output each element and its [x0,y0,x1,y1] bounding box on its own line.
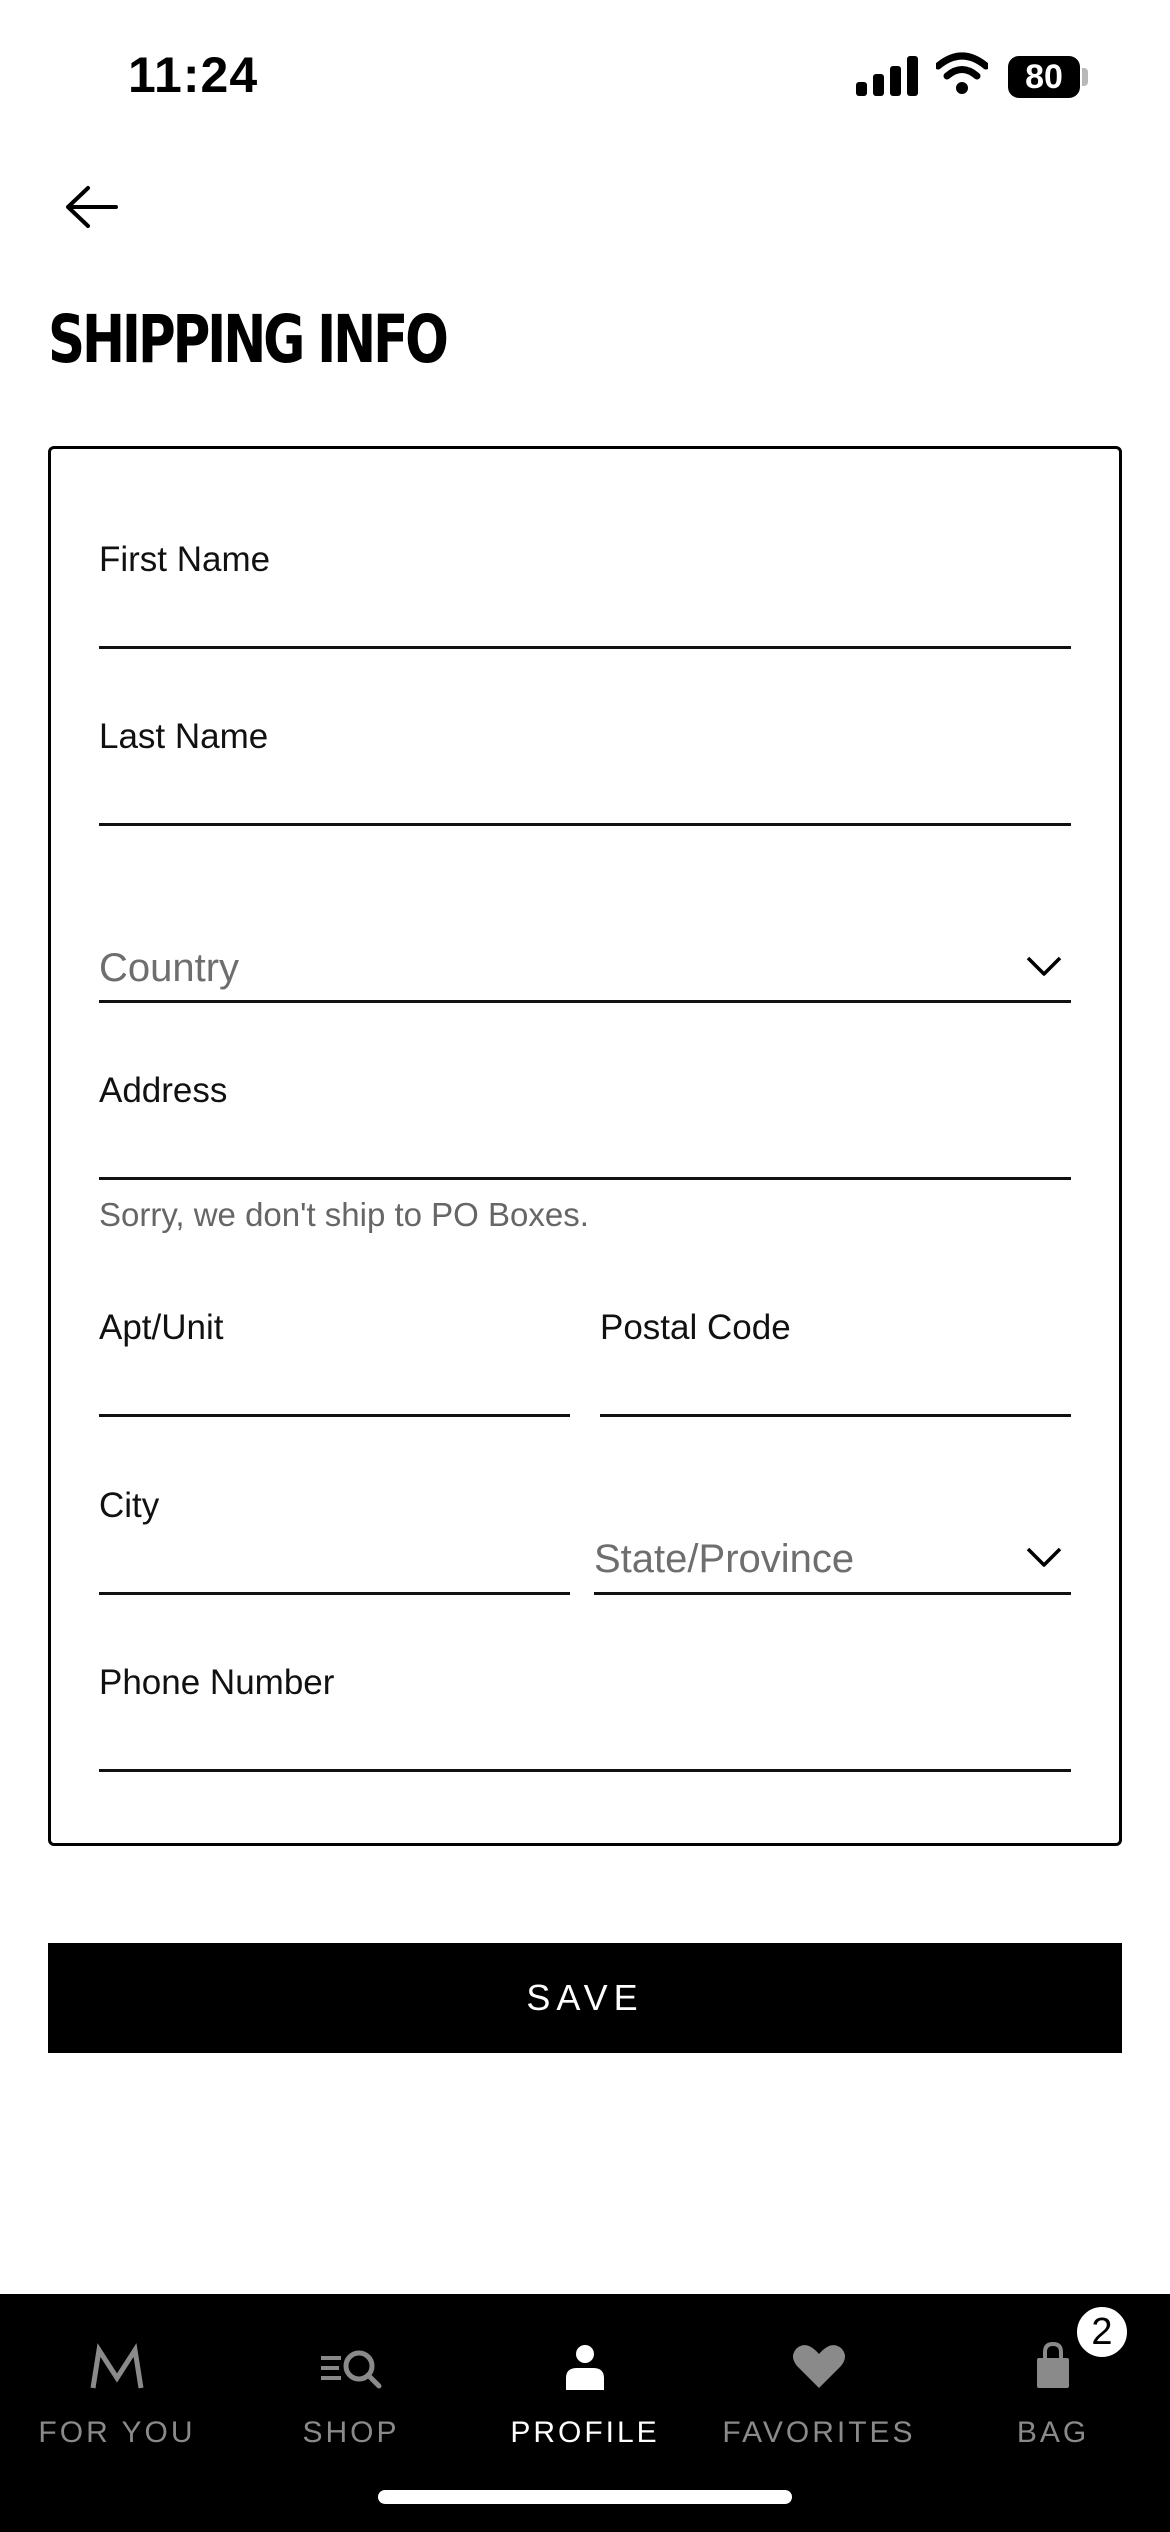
tab-label: FAVORITES [722,2416,916,2449]
home-indicator [378,2490,792,2504]
address-underline [99,1177,1071,1180]
first-name-label: First Name [99,540,271,579]
city-field[interactable] [99,1482,570,1596]
battery-level: 80 [1025,58,1063,96]
bag-count-badge: 2 [1074,2304,1130,2360]
profile-icon [545,2328,625,2408]
tab-label: SHOP [302,2416,400,2449]
apt-unit-label: Apt/Unit [99,1308,224,1347]
first-name-field[interactable] [99,536,1071,650]
tab-shop[interactable] [234,2294,468,2484]
tab-label: BAG [1016,2416,1090,2449]
postal-code-underline [600,1414,1071,1417]
heart-icon [779,2328,859,2408]
tab-favorites[interactable] [702,2294,936,2484]
tab-profile[interactable] [468,2294,702,2484]
country-underline [99,1000,1071,1003]
last-name-underline [99,823,1071,826]
signal-icon [856,56,918,96]
page-title: SHIPPING INFO [48,301,446,378]
shop-search-icon [311,2328,391,2408]
battery-icon [1008,56,1088,98]
first-name-underline [99,646,1071,649]
postal-code-field[interactable] [600,1304,1071,1418]
address-field[interactable] [99,1067,1071,1181]
postal-code-label: Postal Code [600,1308,791,1347]
apt-unit-underline [99,1414,570,1417]
state-province-select[interactable] [594,1531,1071,1595]
m-logo-icon [77,2328,157,2408]
address-label: Address [99,1071,228,1110]
chevron-down-icon [1026,955,1062,977]
country-select[interactable] [99,940,1071,1004]
state-province-placeholder: State/Province [594,1537,855,1581]
last-name-label: Last Name [99,717,269,756]
chevron-down-icon [1026,1546,1062,1568]
country-placeholder: Country [99,946,240,990]
city-label: City [99,1486,160,1525]
apt-unit-field[interactable] [99,1304,570,1418]
tab-for-you[interactable] [0,2294,234,2484]
tab-label: PROFILE [510,2416,660,2449]
city-underline [99,1592,570,1595]
status-time: 11:24 [128,47,259,103]
save-button[interactable]: SAVE [48,1943,1122,2053]
arrow-left-icon[interactable] [60,176,122,238]
tab-label: FOR YOU [38,2416,196,2449]
phone-number-underline [99,1769,1071,1772]
phone-number-field[interactable] [99,1659,1071,1773]
address-helper-text: Sorry, we don't ship to PO Boxes. [99,1196,589,1233]
state-province-underline [594,1592,1071,1595]
wifi-icon [936,52,988,96]
last-name-field[interactable] [99,713,1071,827]
tab-bag[interactable] [936,2294,1170,2484]
phone-number-label: Phone Number [99,1663,335,1702]
